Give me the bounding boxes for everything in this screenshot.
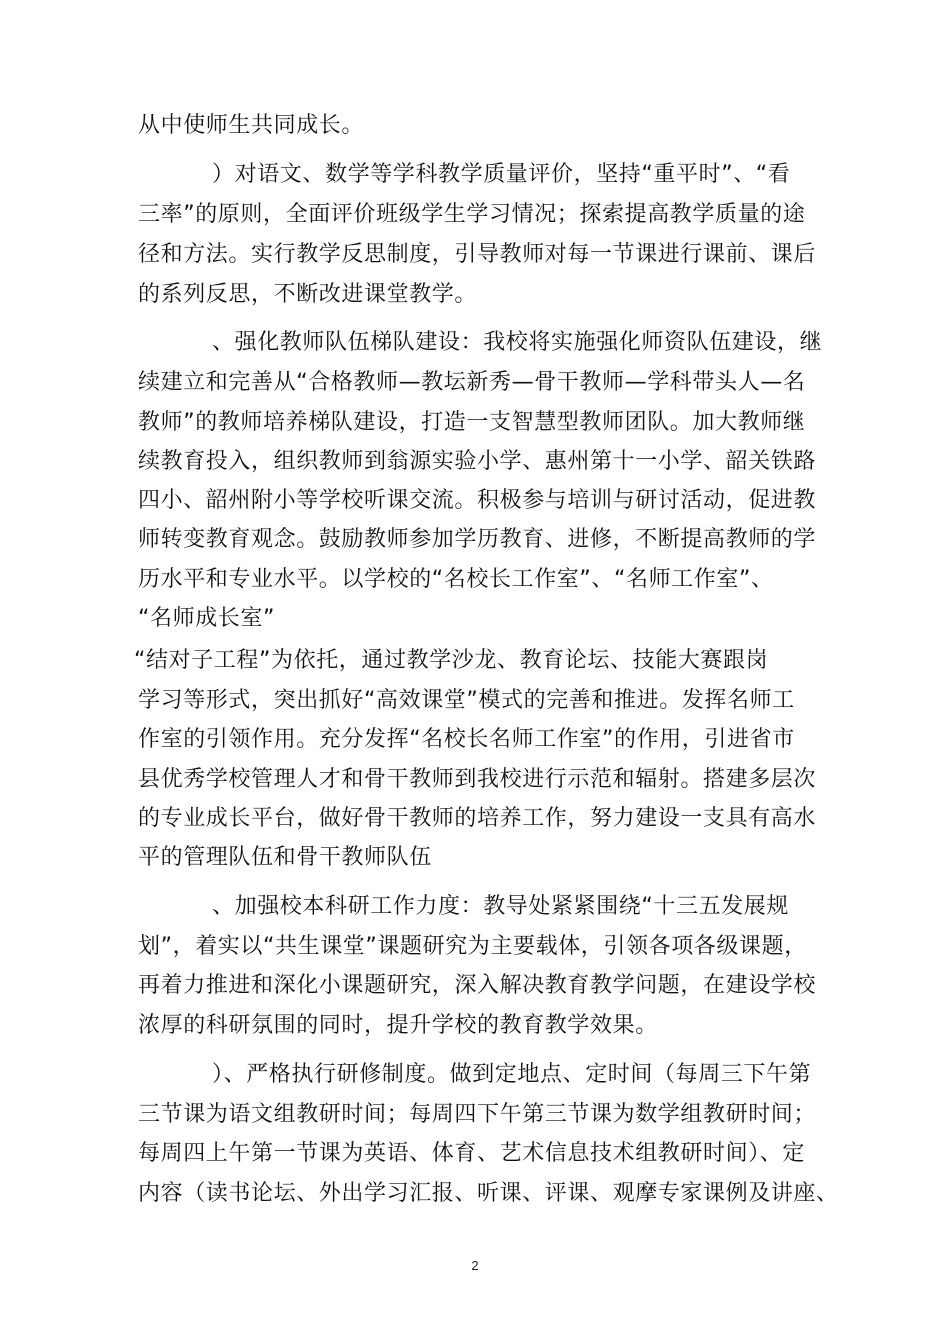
text-line: 续教育投入，组织教师到翁源实验小学、惠州第十一小学、韶关铁路 — [138, 449, 817, 474]
text-line: 的专业成长平台，做好骨干教师的培养工作，努力建设一支具有高水 — [138, 806, 817, 831]
text-line: 平的管理队伍和骨干教师队伍 — [138, 845, 432, 870]
text-line: 内容（读书论坛、外出学习汇报、听课、评课、观摩专家课例及讲座、 — [138, 1181, 839, 1206]
text-line: 四小、韶州附小等学校听课交流。积极参与培训与研讨活动，促进教 — [138, 488, 817, 513]
text-line: 师转变教育观念。鼓励教师参加学历教育、进修，不断提高教师的学 — [138, 527, 817, 552]
text-line: 的系列反思，不断改进课堂教学。 — [138, 282, 478, 307]
text-line: 历水平和专业水平。以学校的“名校长工作室”、“名师工作室”、 — [138, 567, 774, 592]
text-line: “结对子工程”为依托，通过教学沙龙、教育论坛、技能大赛跟岗 — [134, 648, 769, 673]
text-line: 作室的引领作用。充分发挥“名校长名师工作室”的作用，引进省市 — [138, 727, 795, 752]
text-line: ）、严格执行研修制度。做到定地点、定时间（每周三下午第 — [212, 1062, 812, 1087]
text-line: 、加强校本科研工作力度：教导处紧紧围绕“十三五发展规 — [212, 894, 789, 919]
text-line: 教师”的教师培养梯队建设，打造一支智慧型教师团队。加大教师继 — [138, 410, 806, 435]
text-line: 划”，着实以“共生课堂”课题研究为主要载体，引领各项各级课题， — [138, 934, 807, 959]
text-line: 续建立和完善从“合格教师—教坛新秀—骨干教师—学科带头人—名 — [138, 370, 806, 395]
text-line: 再着力推进和深化小课题研究，深入解决教育教学问题，在建设学校 — [138, 973, 817, 998]
text-line: 县优秀学校管理人才和骨干教师到我校进行示范和辐射。搭建多层次 — [138, 767, 817, 792]
text-line: 从中使师生共同成长。 — [138, 113, 365, 138]
page-number: 2 — [471, 1258, 479, 1273]
text-line: “名师成长室” — [138, 606, 275, 631]
text-line: 三率”的原则，全面评价班级学生学习情况；探索提高教学质量的途 — [138, 202, 806, 227]
text-line: 浓厚的科研氛围的同时，提升学校的教育教学效果。 — [138, 1013, 658, 1038]
text-line: 三节课为语文组教研时间；每周四下午第三节课为数学组教研时间； — [138, 1102, 817, 1127]
text-line: 径和方法。实行教学反思制度，引导教师对每一节课进行课前、课后 — [138, 242, 817, 267]
text-line: 、强化教师队伍梯队建设：我校将实施强化师资队伍建设，继 — [212, 330, 823, 355]
text-line: 学习等形式，突出抓好“高效课堂”模式的完善和推进。发挥名师工 — [138, 688, 795, 713]
text-line: 每周四上午第一节课为英语、体育、艺术信息技术组教研时间）、定 — [138, 1141, 806, 1166]
text-line: ）对语文、数学等学科教学质量评价，坚持“重平时”、“看 — [212, 162, 791, 187]
